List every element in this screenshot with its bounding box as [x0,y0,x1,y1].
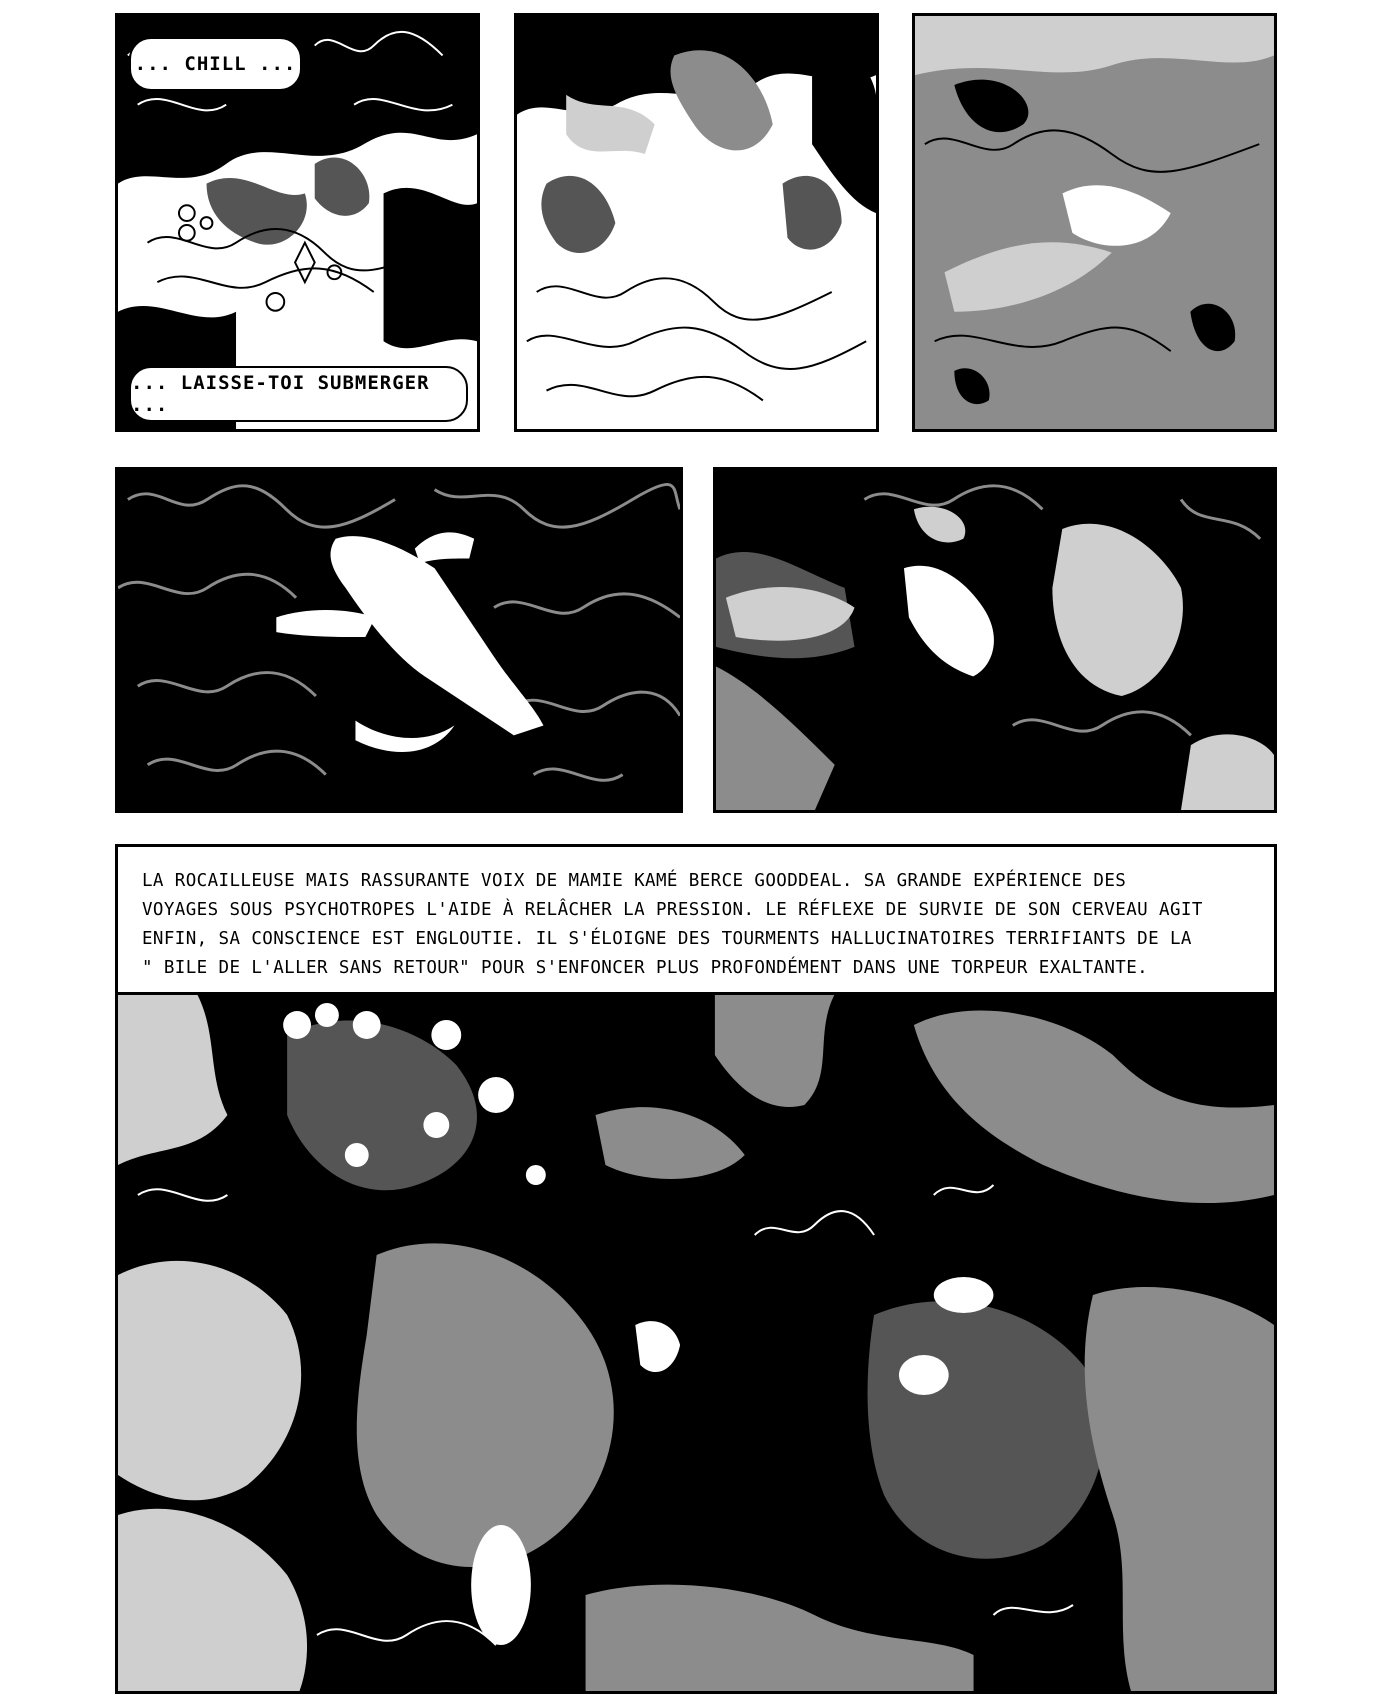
caption-line-1: LA ROCAILLEUSE MAIS RASSURANTE VOIX DE MAMIE KAMÉ BERCE GOODDEAL. SA GRANDE EXPÉRIENCE DES [142,871,1127,891]
floating-figure-illustration [716,470,1274,810]
caption-line-4: " BILE DE L'ALLER SANS RETOUR" POUR S'ENFONCER PLUS PROFONDÉMENT DANS UNE TORPEUR EXALTANTE. [142,958,1149,978]
comic-panel-3 [912,13,1277,432]
speech-bubble-bottom: ... LAISSE-TOI SUBMERGER ... [129,366,468,422]
comic-panel-5 [713,467,1277,813]
floating-figure-illustration [118,470,680,810]
comic-panel-2 [514,13,879,432]
caption-line-3: ENFIN, SA CONSCIENCE EST ENGLOUTIE. IL S'ÉLOIGNE DES TOURMENTS HALLUCINATOIRES TERRIFIANTS DE LA [142,929,1192,949]
psychedelic-texture-illustration [915,16,1274,429]
comic-panel-1 [115,13,480,432]
underwater-dream-scene-illustration [118,995,1274,1694]
speech-bubble-top: ... CHILL ... [129,37,302,91]
psychedelic-texture-illustration [517,16,876,429]
narration-caption [118,847,1274,995]
comic-panel-6 [115,844,1277,1694]
caption-line-2: VOYAGES SOUS PSYCHOTROPES L'AIDE À RELÂCHER LA PRESSION. LE RÉFLEXE DE SURVIE DE SON CERVEAU AGIT [142,900,1203,920]
comic-panel-4 [115,467,683,813]
